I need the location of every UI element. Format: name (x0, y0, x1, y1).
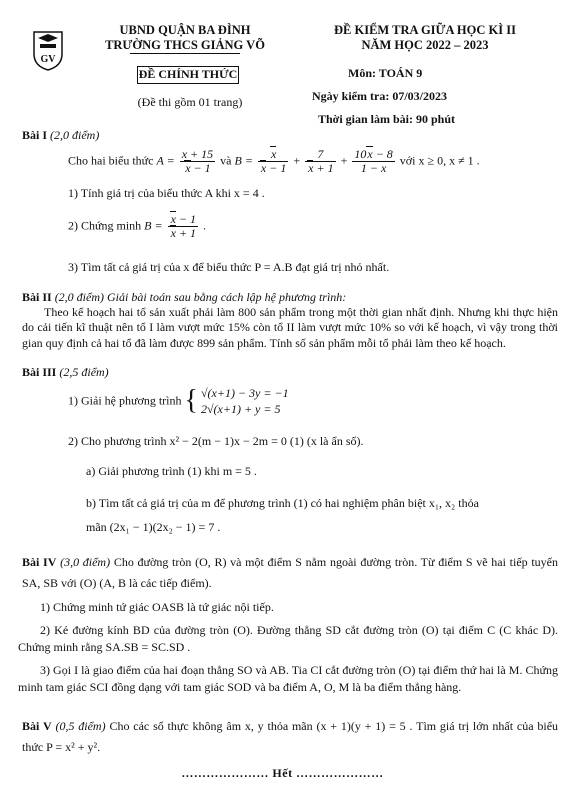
bai3-q1-prefix: 1) Giải hệ phương trình (68, 393, 182, 408)
bai4-q1: 1) Chứng minh tứ giác OASB là tứ giác nội tiếp. (40, 600, 274, 614)
district-name: UBND QUẬN BA ĐÌNH (119, 23, 251, 37)
equation-system (201, 385, 289, 417)
pages-note: (Đề thi gồm 01 trang) (137, 95, 243, 109)
exam-title: ĐỀ KIỂM TRA GIỮA HỌC KÌ II (334, 23, 516, 37)
bai3-title: Bài III (22, 365, 57, 379)
bai2-body: Theo kế hoạch hai tổ sản xuất phải làm 800 sản phẩm trong một thời gian nhất định. Nhưng khi thực hiện do cải tiến kĩ thuật nên tổ I làm vượt mức 15% còn tổ II làm vượt mức 10% so với kế hoạch, vì vậy trong thời gian quy định cả hai tổ đã làm được 899 sản phẩm. Tính số sản phẩm mỗi tổ phải làm theo kế hoạch. (22, 305, 558, 350)
bai1-q1: 1) Tính giá trị của biểu thức A khi x = 4 . (68, 186, 265, 200)
bai5-points: (0,5 điểm) (55, 719, 106, 733)
bai5-body: Cho các số thực không âm x, y thỏa mãn (x + 1)(y + 1) = 5 . Tìm giá trị lớn nhất của biểu thức P = x² + y². (22, 719, 559, 754)
bai3-q2: 2) Cho phương trình x² − 2(m − 1)x − 2m = 0 (1) (x là ẩn số). (68, 434, 364, 448)
bai2-lead: Giải bài toán sau bằng cách lập hệ phương trình: (107, 290, 347, 304)
bai1-intro: Cho hai biểu thức A = $\frac{x + 15}{x - 1}$ và B = $\frac{x}{x - 1}$ + $\frac{7}{x + 1}$ + $\frac{10x - 8}{1 - x}$ với x ≥ 0, x ≠ 1 . (68, 147, 480, 176)
school-year: NĂM HỌC 2022 – 2023 (361, 38, 489, 52)
bai1-points: (2,0 điểm) (50, 128, 100, 142)
bai4-intro (22, 552, 558, 594)
bai1-title: Bài I (22, 128, 48, 142)
bai1-intro-prefix: Cho hai biểu thức (68, 153, 154, 168)
bai1-intro-suffix: với x ≥ 0, x ≠ 1 . (399, 153, 480, 168)
subject: Môn: TOÁN 9 (348, 66, 423, 80)
bai4-q2: 2) Kẻ đường kính BD của đường tròn (O). Đường thẳng SD cắt đường tròn (O) tại điểm C (C khác D). Chứng minh rằng SA.SB = SC.SD . (18, 623, 558, 655)
exam-duration: Thời gian làm bài: 90 phút (318, 112, 456, 126)
bai2-points: (2,0 điểm) (54, 290, 105, 304)
svg-text:GV: GV (40, 54, 56, 65)
bai4-intro-text: Cho đường tròn (O, R) và một điểm S nằm ngoài đường tròn. Từ điểm S vẽ hai tiếp tuyến SA, SB với (O) (A, B là các tiếp điểm). (22, 555, 559, 590)
school-logo (30, 30, 66, 72)
bai3-q2b-line1: b) Tìm tất cả giá trị của m để phương trình (1) có hai nghiệm phân biệt x₁, x₂ thỏa (86, 496, 479, 510)
official-label: ĐỀ CHÍNH THỨC (138, 67, 238, 81)
bai3-heading (22, 365, 109, 380)
official-box (137, 66, 239, 84)
header-underline (130, 53, 240, 54)
school-name: TRƯỜNG THCS GIẢNG VÕ (105, 38, 265, 52)
bai5-title: Bài V (22, 719, 52, 733)
school-logo-icon (30, 30, 66, 72)
bai3-points: (2,5 điểm) (59, 365, 109, 379)
bai3-q2b-line2: mãn (2x₁ − 1)(2x₂ − 1) = 7 . (86, 520, 221, 534)
bai4-title: Bài IV (22, 555, 57, 569)
bai4-points: (3,0 điểm) (60, 555, 111, 569)
bai2-heading (22, 290, 346, 305)
bai1-q3: 3) Tìm tất cả giá trị của x để biểu thức P = A.B đạt giá trị nhỏ nhất. (68, 260, 390, 274)
bai2-title: Bài II (22, 290, 52, 304)
bai1-heading (22, 128, 99, 143)
bai1-q2: 2) Chứng minh B = $\frac{x - 1}{x + 1}$ . (68, 212, 207, 241)
bai3-q1: 1) Giải hệ phương trình { √(x+1) − 3y = −1 2√(x+1) + y = 5 (68, 385, 289, 417)
bai4-q3: 3) Gọi I là giao điểm của hai đoạn thẳng SO và AB. Tia CI cắt đường tròn (O) tại điểm thứ hai là M. Chứng minh tam giác SCI đồng dạng với tam giác SOD và ba điểm A, O, M là ba điểm thẳng hàng. (18, 663, 558, 695)
system-eq2: 2√(x+1) + y = 5 (200, 402, 281, 417)
bai1-q2-prefix: 2) Chứng minh (68, 218, 142, 233)
system-eq1: √(x+1) − 3y = −1 (200, 386, 289, 400)
bai1-intro-mid: và (220, 153, 232, 168)
exam-date: Ngày kiểm tra: 07/03/2023 (312, 89, 447, 103)
bai5 (22, 716, 558, 758)
bai3-q2a: a) Giải phương trình (1) khi m = 5 . (86, 464, 257, 478)
end-marker: ………………… Hết ………………… (181, 766, 384, 780)
